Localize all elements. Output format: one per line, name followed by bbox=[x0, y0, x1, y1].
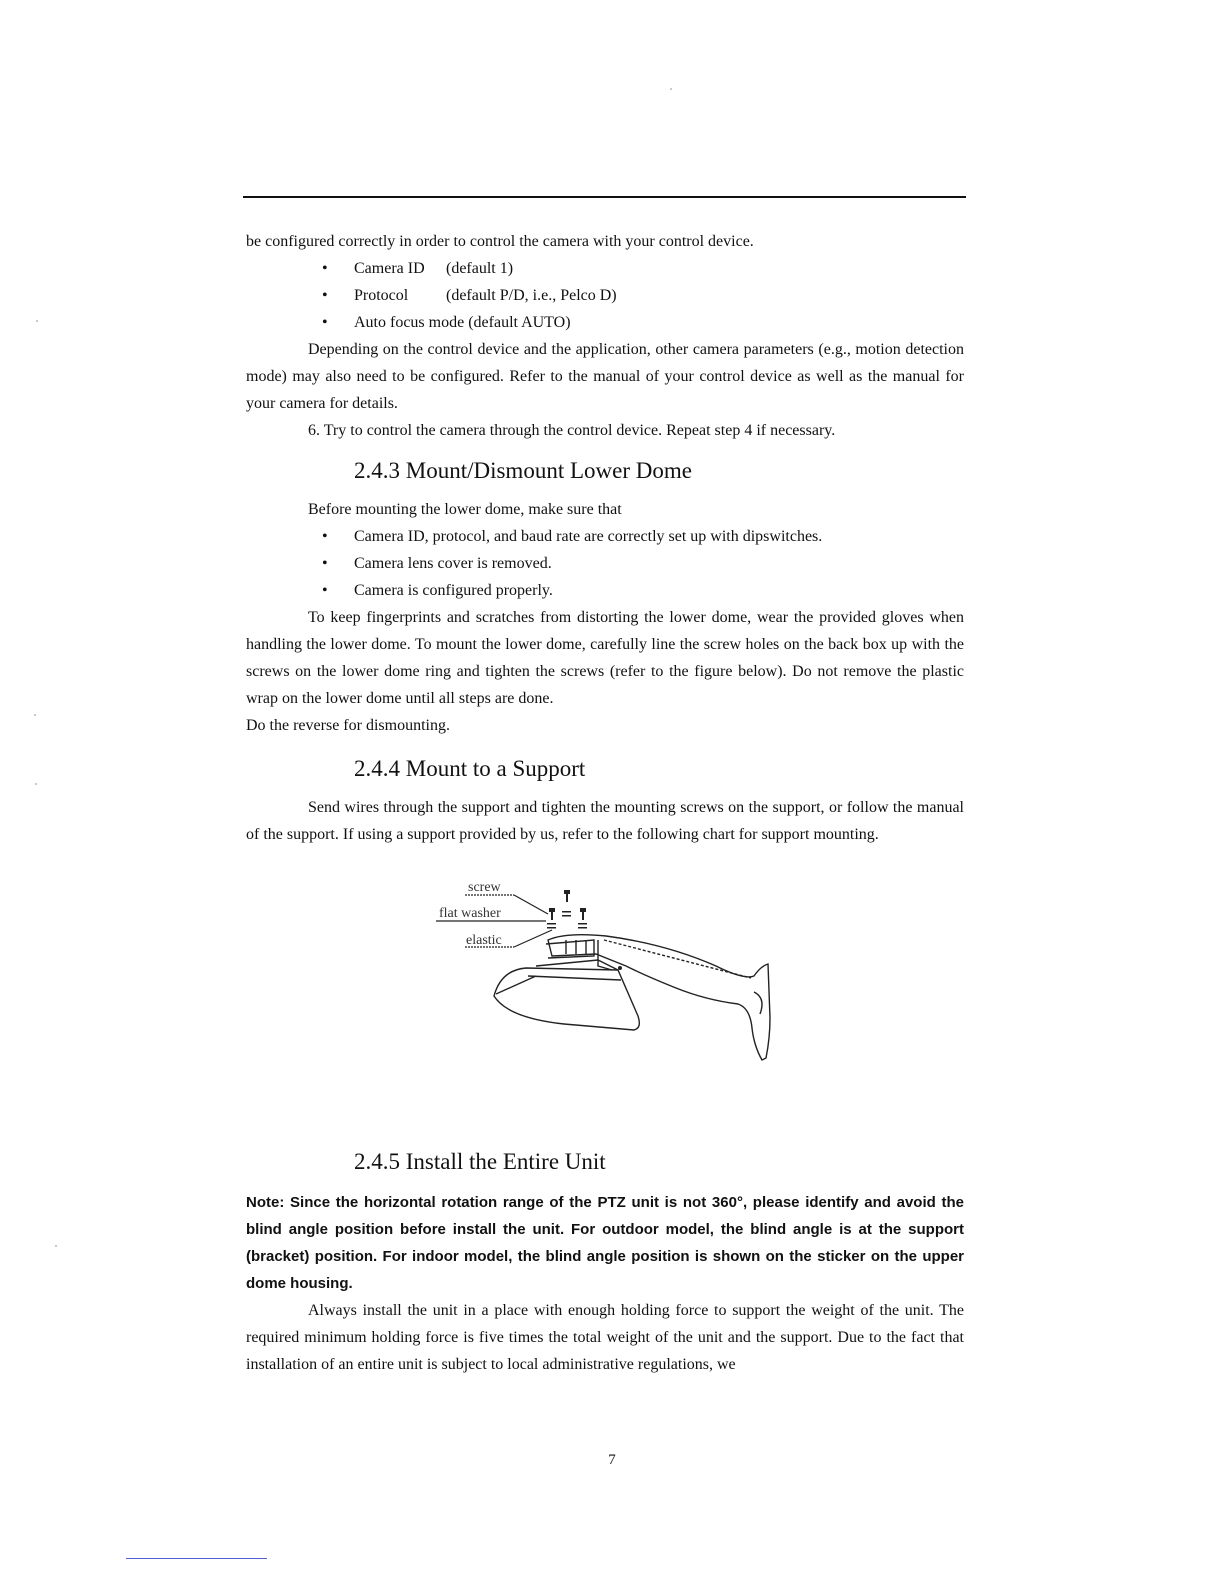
support-bracket-drawing bbox=[246, 848, 964, 1148]
list-item: • Auto focus mode (default AUTO) bbox=[246, 309, 964, 336]
step-6: 6. Try to control the camera through the control device. Repeat step 4 if necessary. bbox=[308, 422, 836, 439]
screw-icons bbox=[547, 890, 587, 929]
depending-paragraph: Depending on the control device and the application, other camera parameters (e.g., motion detection mode) may also need to be configured. Refer to the manual of your control device as well as the manual for your camera for details. bbox=[246, 341, 964, 412]
scan-speck bbox=[55, 1245, 57, 1247]
list-item: • Camera lens cover is removed. bbox=[246, 550, 964, 577]
label-elastic: elastic bbox=[466, 933, 502, 948]
section-245-paragraph: Always install the unit in a place with enough holding force to support the weight of the unit. The required minimum holding force is five times the total weight of the unit and the support. Due to the fact that installation of an entire unit is subject to local administrative regulations, we bbox=[246, 1302, 964, 1373]
page-number: 7 bbox=[608, 1452, 616, 1468]
dome-housing bbox=[494, 960, 639, 1030]
list-item: • Camera is configured properly. bbox=[246, 577, 964, 604]
section-243-reverse: Do the reverse for dismounting. bbox=[246, 717, 450, 734]
checklist bbox=[246, 523, 964, 604]
leader-line bbox=[514, 895, 548, 914]
footer-link-underline bbox=[126, 1558, 267, 1559]
intro-paragraph: be configured correctly in order to control the camera with your control device. bbox=[246, 233, 754, 250]
list-item: • Camera ID (default 1) bbox=[246, 255, 964, 282]
section-244-paragraph: Send wires through the support and tighten the mounting screws on the support, or follow the manual of the support. If using a support provided by us, refer to the following chart for support mounting. bbox=[246, 799, 964, 843]
label-screw: screw bbox=[468, 880, 501, 895]
scan-speck bbox=[670, 88, 672, 90]
section-heading-2-4-3: 2.4.3 Mount/Dismount Lower Dome bbox=[354, 458, 692, 483]
label-flat-washer: flat washer bbox=[439, 906, 501, 921]
config-list bbox=[246, 255, 964, 336]
bracket-arm bbox=[546, 935, 770, 1060]
page-content bbox=[246, 228, 964, 1378]
scan-speck bbox=[36, 320, 38, 322]
header-rule bbox=[243, 196, 966, 198]
blind-angle-note: Note: Since the horizontal rotation range of the PTZ unit is not 360°, please identify and avoid the blind angle position before install the unit. For outdoor model, the blind angle is at the support (bracket) position. For indoor model, the blind angle position is shown on the sticker on the upper dome housing. bbox=[246, 1194, 964, 1292]
section-heading-2-4-4: 2.4.4 Mount to a Support bbox=[354, 756, 586, 781]
section-243-paragraph: To keep fingerprints and scratches from distorting the lower dome, wear the provided gloves when handling the lower dome. To mount the lower dome, carefully line the screw holes on the back box up with the screws on the lower dome ring and tighten the screws (refer to the figure below). Do not remove the plastic wrap on the lower dome until all steps are done. bbox=[246, 609, 964, 707]
scan-speck bbox=[35, 783, 37, 785]
list-item: • Protocol (default P/D, i.e., Pelco D) bbox=[246, 282, 964, 309]
list-item: • Camera ID, protocol, and baud rate are correctly set up with dipswitches. bbox=[246, 523, 964, 550]
scan-speck bbox=[34, 714, 36, 716]
support-mount-figure bbox=[246, 848, 964, 1148]
section-243-lead: Before mounting the lower dome, make sure that bbox=[308, 501, 622, 518]
section-heading-2-4-5: 2.4.5 Install the Entire Unit bbox=[354, 1149, 606, 1174]
